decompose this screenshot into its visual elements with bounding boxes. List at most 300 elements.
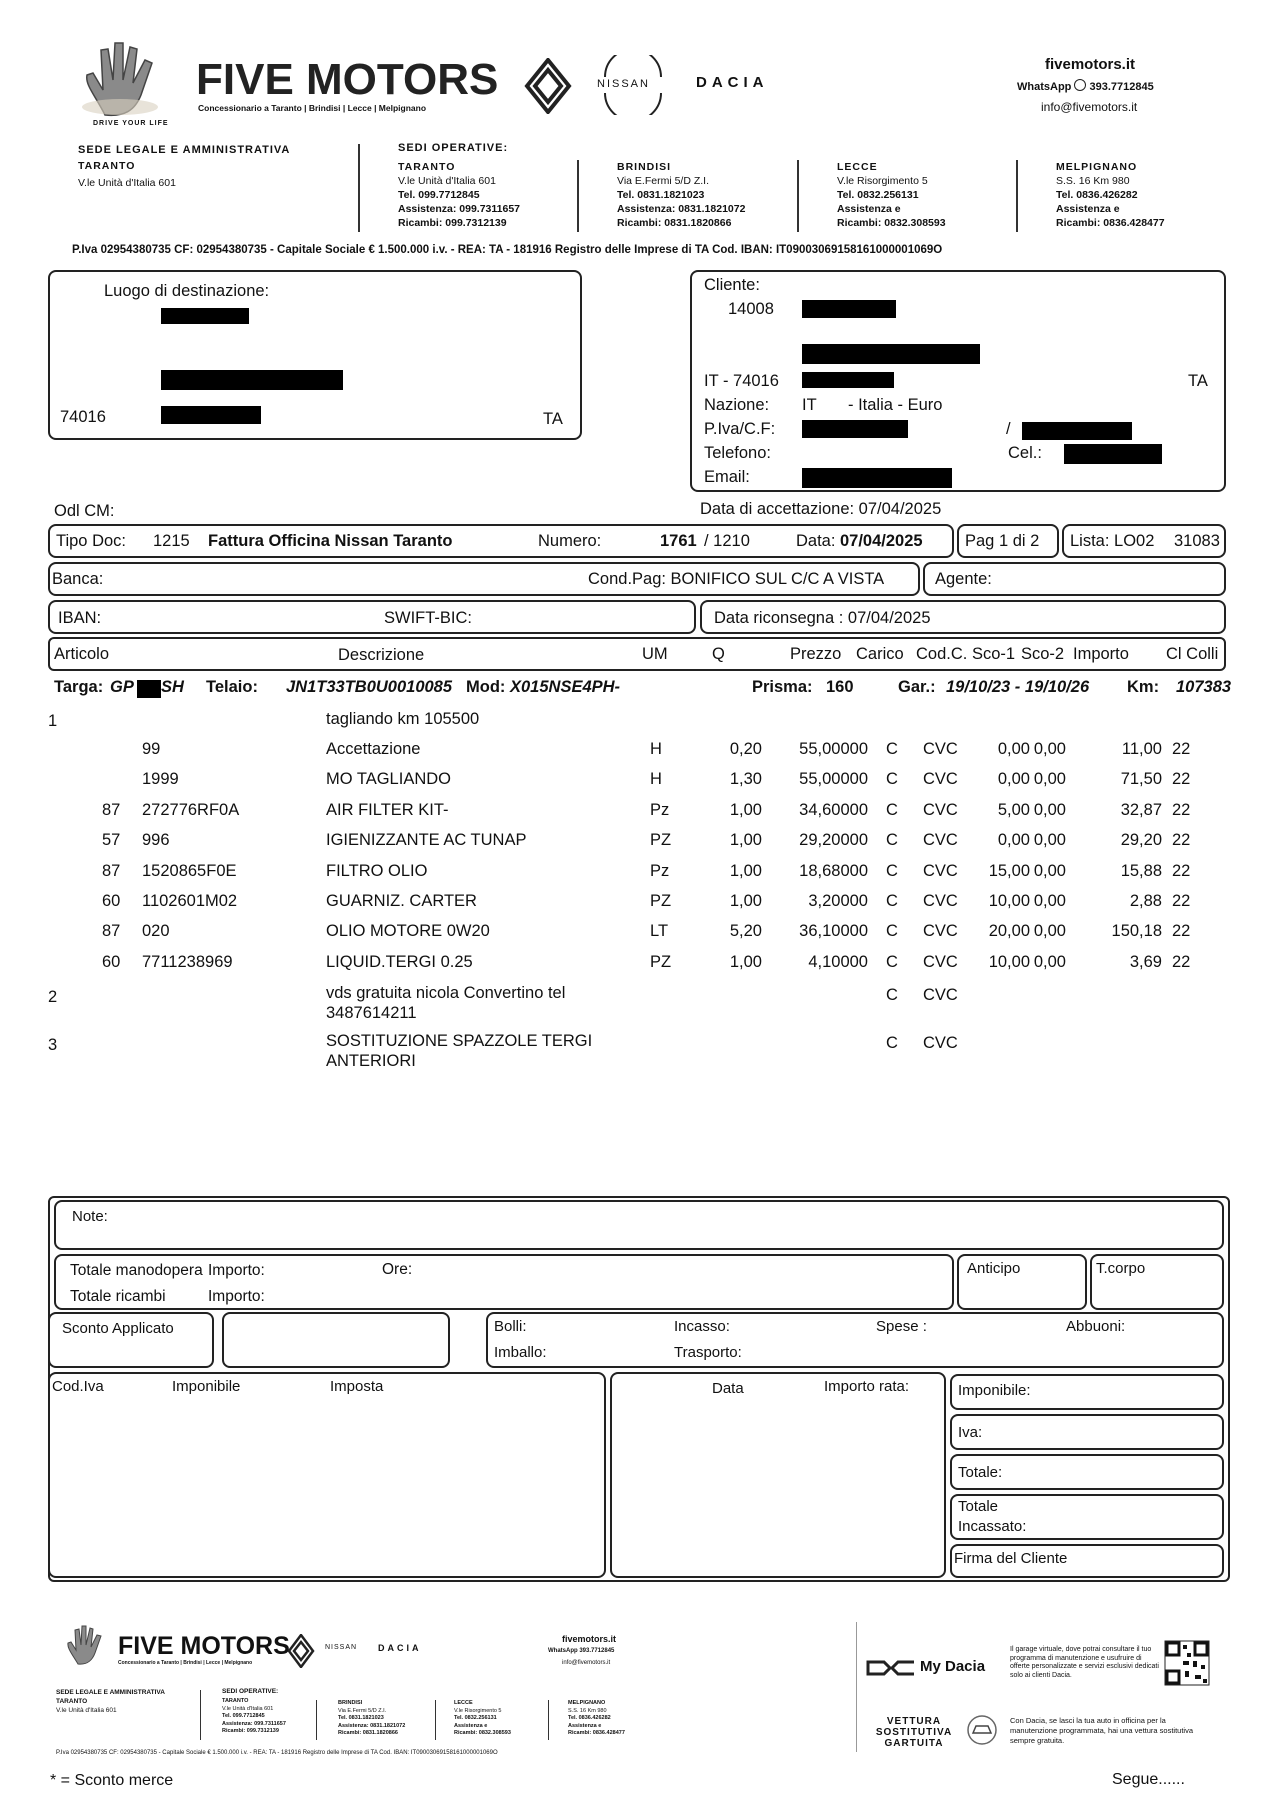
- signature-label: Firma del Cliente: [954, 1550, 1068, 1567]
- group-desc: vds gratuita nicola Convertino tel: [326, 984, 566, 1002]
- row-description: LIQUID.TERGI 0.25: [326, 952, 473, 971]
- row-um: LT: [650, 922, 669, 941]
- legal-address: V.le Unità d'Italia 601: [78, 177, 176, 189]
- redaction: [161, 406, 261, 424]
- col-codc: Cod.C.: [916, 645, 968, 663]
- header-email[interactable]: info@fivemotors.it: [1041, 100, 1138, 114]
- replacement-car-text: Con Dacia, se lasci la tua auto in officina per la manutenzione programmata, hai una vettura sostitutiva sempre gratuita.: [1010, 1716, 1194, 1745]
- installment-date-col: Data: [712, 1380, 744, 1397]
- installments-box: [610, 1372, 946, 1578]
- redaction: [802, 344, 980, 364]
- discount-label: Sconto Applicato: [62, 1320, 174, 1337]
- payment-terms: Cond.Pag: BONIFICO SUL C/C A VISTA: [588, 570, 885, 588]
- footer-office-line: Tel. 099.7712845: [222, 1713, 265, 1719]
- footer-office-line: V.le Unità d'Italia 601: [222, 1705, 274, 1712]
- row-sco2: 0,00: [1033, 892, 1066, 910]
- office-tel: Tel. 0832.256131: [837, 189, 919, 201]
- redaction: [161, 370, 343, 390]
- vat-taxable-col: Imponibile: [172, 1378, 241, 1395]
- brand-title: FIVE MOTORS: [196, 55, 499, 104]
- km: 107383: [1176, 678, 1232, 696]
- office-city: BRINDISI: [617, 161, 672, 173]
- row-carico: C: [886, 952, 898, 971]
- nation-code: IT: [802, 396, 817, 414]
- row-sco2: 0,00: [1033, 770, 1066, 789]
- row-cl: 22: [1172, 952, 1191, 971]
- row-importo: 3,69: [1129, 952, 1162, 971]
- group-desc-2: 3487614211: [326, 1004, 417, 1022]
- vat-code-col: Cod.Iva: [52, 1378, 104, 1395]
- office-tel: Tel. 099.7712845: [398, 189, 480, 201]
- group-number: 3: [48, 1036, 58, 1054]
- row-description: FILTRO OLIO: [326, 861, 428, 880]
- footer-office-line: Ricambi: 0832.308593: [454, 1730, 511, 1736]
- tcorpo-box: [1090, 1254, 1224, 1310]
- car-icon: [966, 1714, 998, 1746]
- row-codc: CVC: [923, 800, 958, 819]
- footer-office-line: Assistenza: 0831.1821072: [338, 1722, 406, 1729]
- group-codc: CVC: [923, 986, 958, 1004]
- doc-type-box: [48, 524, 954, 558]
- col-descrizione: Descrizione: [338, 646, 425, 664]
- row-price: 55,00000: [799, 740, 868, 758]
- importo-label: Importo:: [208, 1262, 265, 1279]
- office-addr: V.le Unità d'Italia 601: [398, 175, 496, 187]
- footer-legal: [56, 1688, 165, 1715]
- number: 1761: [660, 532, 697, 550]
- mydacia-title: My Dacia: [920, 1658, 986, 1675]
- row-price: 34,60000: [799, 800, 868, 819]
- return-date-box: [700, 600, 1226, 634]
- footer-office-line: S.S. 16 Km 980: [568, 1707, 607, 1714]
- footer-office-line: Assistenza e: [454, 1722, 488, 1729]
- footer-office-line: Ricambi: 099.7312139: [222, 1728, 279, 1734]
- footer-ops-title: SEDI OPERATIVE:: [222, 1688, 279, 1695]
- redaction: [802, 372, 894, 388]
- redaction: [161, 308, 249, 324]
- footer-office-line: Ricambi: 0836.428477: [568, 1730, 625, 1736]
- gar-label: Gar.:: [898, 678, 936, 696]
- office-city: TARANTO: [398, 161, 456, 173]
- destination-prov: TA: [543, 410, 563, 428]
- row-codc: CVC: [923, 892, 958, 910]
- client-box: [690, 270, 1226, 492]
- spese-label: Spese :: [876, 1318, 927, 1335]
- discount-value-box: [222, 1312, 450, 1368]
- office-tel: Tel. 0831.1821023: [617, 189, 705, 201]
- legal-city: TARANTO: [78, 160, 136, 172]
- office-ass: Assistenza e: [1056, 203, 1120, 215]
- row-codc: CVC: [923, 922, 958, 941]
- tcorpo-label: T.corpo: [1096, 1260, 1146, 1277]
- notes-label: Note:: [72, 1208, 108, 1225]
- km-label: Km:: [1127, 678, 1160, 696]
- collected-box: [950, 1494, 1224, 1540]
- row-sco1: 10,00: [988, 952, 1030, 971]
- row-cl: 22: [1172, 892, 1191, 910]
- row-cl: 22: [1172, 861, 1191, 880]
- vat-box: [48, 1372, 606, 1578]
- row-importo: 150,18: [1111, 922, 1162, 941]
- tagline: DRIVE YOUR LIFE: [93, 120, 169, 127]
- row-carico: C: [886, 800, 898, 819]
- office-ric: Ricambi: 0832.308593: [837, 217, 946, 229]
- hours-label: Ore:: [382, 1261, 413, 1278]
- col-articolo: Articolo: [54, 645, 110, 663]
- taxable-label: Imponibile:: [958, 1382, 1031, 1399]
- replacement-car-title: VETTURA SOSTITUTIVA GARTUITA: [875, 1716, 953, 1749]
- row-sco1: 0,00: [997, 831, 1030, 850]
- row-sco2: 0,00: [1033, 831, 1066, 850]
- totals-labor-box: [54, 1254, 954, 1310]
- telaio-label: Telaio:: [206, 678, 258, 696]
- footer-office-line: LECCE: [454, 1700, 473, 1706]
- row-cl: 22: [1172, 770, 1191, 789]
- redaction: [1022, 422, 1132, 440]
- nation-label: Nazione:: [704, 396, 770, 414]
- row-article: 1999: [142, 770, 179, 789]
- iva-label: Iva:: [958, 1424, 983, 1441]
- installment-amount-col: Importo rata:: [824, 1378, 910, 1395]
- iva-box: [950, 1414, 1224, 1450]
- ops-title: SEDI OPERATIVE:: [398, 142, 509, 154]
- row-qty: 1,30: [729, 770, 762, 789]
- row-article: 99: [142, 740, 161, 758]
- client-city: IT - 74016: [704, 372, 779, 390]
- group-desc-2: ANTERIORI: [326, 1052, 416, 1070]
- row-qty: 1,00: [729, 831, 762, 850]
- row-cl: 22: [1172, 740, 1191, 758]
- client-code: 14008: [728, 300, 774, 318]
- office-addr: Via E.Fermi 5/D Z.I.: [617, 175, 709, 187]
- office-ass: Assistenza: 0831.1821072: [617, 203, 746, 215]
- row-qty: 1,00: [729, 861, 762, 880]
- redaction: [802, 420, 908, 438]
- redaction: [802, 468, 952, 488]
- agent-label: Agente:: [935, 570, 992, 588]
- row-prefix: 60: [102, 952, 121, 971]
- footer-office-line: Assistenza e: [568, 1722, 602, 1729]
- discount-note: * = Sconto merce: [50, 1772, 174, 1789]
- col-um: UM: [642, 645, 668, 663]
- bank-box: [48, 562, 920, 596]
- footer-office-3: [454, 1700, 511, 1738]
- bolli-label: Bolli:: [494, 1318, 527, 1335]
- return-date: Data riconsegna : 07/04/2025: [714, 609, 931, 627]
- row-importo: 29,20: [1120, 831, 1162, 850]
- footer-nissan: NISSAN: [325, 1644, 358, 1651]
- trasporto-label: Trasporto:: [674, 1344, 742, 1361]
- group-number: 2: [48, 988, 58, 1006]
- row-codc: CVC: [923, 831, 958, 850]
- doc-date: 07/04/2025: [840, 532, 923, 550]
- divider: [577, 160, 579, 232]
- row-sco2: 0,00: [1033, 861, 1066, 880]
- row-description: MO TAGLIANDO: [326, 770, 451, 789]
- notes-box: [54, 1200, 1224, 1250]
- targa-suffix: SH: [161, 678, 184, 696]
- footer-office-1: [222, 1698, 286, 1736]
- row-price: 18,68000: [799, 861, 868, 880]
- mydacia-text: Il garage virtuale, dove potrai consultare il tuo programma di manutenzione e usufruire di offerte personalizzate e servizi esclusivi dedicati solo ai clienti Dacia.: [1010, 1646, 1159, 1679]
- group-codc: CVC: [923, 1034, 958, 1052]
- signature-box[interactable]: [950, 1544, 1224, 1578]
- divider: [548, 1700, 549, 1740]
- office-ric: Ricambi: 0831.1820866: [617, 217, 732, 229]
- prisma: 160: [826, 678, 854, 696]
- renault-logo-icon: [287, 1634, 315, 1668]
- row-prefix: 57: [102, 831, 121, 850]
- odl-label: Odl CM:: [54, 502, 115, 520]
- swift-label: SWIFT-BIC:: [384, 609, 472, 627]
- destination-box: [48, 270, 582, 440]
- legal-line: P.Iva 02954380735 CF: 02954380735 - Capitale Sociale € 1.500.000 i.v. - REA: TA - 181916 Registro delle Imprese di TA Cod. IBAN: IT09003069158161000001069O: [72, 244, 943, 256]
- imballo-label: Imballo:: [494, 1344, 547, 1361]
- iban-box: [48, 600, 696, 634]
- footer-office-line: Tel. 0832.256131: [454, 1715, 497, 1721]
- row-description: Accettazione: [326, 740, 421, 758]
- row-carico: C: [886, 892, 898, 910]
- destination-label: Luogo di destinazione:: [104, 282, 270, 300]
- dacia-wordmark: DACIA: [696, 74, 769, 91]
- office-taranto: [398, 160, 520, 230]
- row-codc: CVC: [923, 861, 958, 880]
- total-labor-label: Totale manodopera: [70, 1262, 203, 1279]
- divider: [856, 1622, 857, 1752]
- row-prefix: 87: [102, 861, 121, 880]
- nissan-wordmark: NISSAN: [597, 78, 650, 90]
- office-city: MELPIGNANO: [1056, 161, 1138, 173]
- total-label: Totale:: [958, 1464, 1003, 1481]
- column-header: [48, 637, 1226, 671]
- footer-office-line: TARANTO: [222, 1698, 249, 1704]
- col-sco1: Sco-1: [972, 645, 1016, 663]
- row-carico: C: [886, 831, 898, 850]
- divider: [358, 144, 360, 232]
- discount-box: [48, 1312, 214, 1368]
- row-um: PZ: [650, 831, 672, 850]
- importo-label: Importo:: [208, 1288, 265, 1305]
- office-ric: Ricambi: 099.7312139: [398, 217, 507, 229]
- footer-dacia: DACIA: [378, 1643, 422, 1653]
- row-sco1: 20,00: [988, 922, 1030, 941]
- row-article: 7711238969: [142, 952, 233, 971]
- row-description: AIR FILTER KIT-: [326, 800, 449, 819]
- divider: [435, 1700, 436, 1740]
- anticipo-label: Anticipo: [967, 1260, 1021, 1277]
- row-sco1: 0,00: [997, 740, 1030, 758]
- footer-legal-line: P.Iva 02954380735 CF: 02954380735 - Capitale Sociale € 1.500.000 i.v. - REA: TA - 181916 Registro delle Imprese di TA Cod. IBAN: IT09003069158161000001069O: [56, 1750, 498, 1756]
- divider: [1016, 160, 1018, 232]
- row-um: Pz: [650, 861, 670, 880]
- footer-legal-city: TARANTO: [56, 1698, 88, 1705]
- footer-office-4: [568, 1700, 625, 1738]
- office-lecce: [837, 160, 946, 230]
- row-carico: C: [886, 922, 898, 941]
- row-description: OLIO MOTORE 0W20: [326, 922, 490, 941]
- group-carico: C: [886, 1034, 898, 1052]
- number-suffix: / 1210: [704, 532, 750, 550]
- office-addr: S.S. 16 Km 980: [1056, 175, 1130, 187]
- divider: [797, 160, 799, 232]
- whatsapp: [1017, 79, 1154, 93]
- email-label: Email:: [704, 468, 750, 486]
- col-cl-colli: Cl Colli: [1166, 645, 1219, 663]
- footer-office-line: Tel. 0836.426282: [568, 1715, 611, 1721]
- row-qty: 1,00: [729, 892, 762, 910]
- piva-label: P.Iva/C.F:: [704, 420, 776, 438]
- group-desc: SOSTITUZIONE SPAZZOLE TERGI: [326, 1032, 593, 1050]
- website[interactable]: fivemotors.it: [1045, 56, 1136, 73]
- office-ric: Ricambi: 0836.428477: [1056, 217, 1165, 229]
- iban-label: IBAN:: [58, 609, 102, 627]
- whatsapp-label: WhatsApp: [1017, 81, 1072, 93]
- page-indicator: Pag 1 di 2: [965, 532, 1040, 550]
- row-um: Pz: [650, 800, 670, 819]
- acceptance-date: Data di accettazione: 07/04/2025: [700, 500, 942, 518]
- row-um: H: [650, 770, 662, 789]
- brand-subtitle: Concessionario a Taranto | Brindisi | Lecce | Melpignano: [198, 103, 427, 113]
- row-importo: 71,50: [1120, 770, 1162, 789]
- col-q: Q: [712, 645, 725, 663]
- row-importo: 32,87: [1120, 800, 1162, 819]
- hand-logo-icon: [75, 35, 175, 120]
- row-description: GUARNIZ. CARTER: [326, 892, 477, 910]
- footer-office-line: Ricambi: 0831.1820866: [338, 1730, 398, 1736]
- dacia-emblem-icon: [866, 1660, 916, 1676]
- row-sco2: 0,00: [1033, 922, 1066, 941]
- row-codc: CVC: [923, 952, 958, 971]
- row-sco2: 0,00: [1033, 952, 1066, 971]
- row-sco1: 15,00: [988, 861, 1030, 880]
- lista-label: Lista: LO02: [1070, 532, 1155, 550]
- bank-label: Banca:: [52, 570, 104, 588]
- group-desc: tagliando km 105500: [326, 710, 480, 728]
- row-article: 1520865F0E: [142, 861, 237, 880]
- row-qty: 0,20: [729, 740, 762, 758]
- row-cl: 22: [1172, 922, 1191, 941]
- row-carico: C: [886, 861, 898, 880]
- redaction: [802, 300, 896, 318]
- row-price: 36,10000: [799, 922, 868, 941]
- footer-mail: info@fivemotors.it: [562, 1660, 611, 1666]
- mod-label: Mod:: [466, 678, 506, 696]
- targa-label: Targa:: [54, 678, 104, 696]
- doc-type-name: Fattura Officina Nissan Taranto: [208, 532, 453, 550]
- footer-whatsapp: WhatsApp 393.7712845: [548, 1648, 615, 1654]
- col-importo: Importo: [1073, 645, 1129, 663]
- row-sco2: 0,00: [1033, 800, 1066, 819]
- lista-box: [1062, 524, 1226, 558]
- row-codc: CVC: [923, 770, 958, 789]
- col-sco2: Sco-2: [1021, 645, 1065, 663]
- footer-brand-sub: Concessionario a Taranto | Brindisi | Lecce | Melpignano: [118, 1660, 253, 1666]
- abbuoni-label: Abbuoni:: [1066, 1318, 1126, 1335]
- row-price: 3,20000: [808, 892, 868, 910]
- row-article: 272776RF0A: [142, 800, 240, 819]
- row-article: 996: [142, 831, 170, 850]
- row-sco1: 0,00: [997, 770, 1030, 789]
- divider: [316, 1700, 317, 1740]
- footer-office-line: Tel. 0831.1821023: [338, 1715, 384, 1721]
- incasso-label: Incasso:: [674, 1318, 730, 1335]
- row-price: 55,00000: [799, 770, 868, 789]
- office-ass: Assistenza e: [837, 203, 901, 215]
- footer-office-line: V.le Risorgimento 5: [454, 1707, 502, 1714]
- vat-tax-col: Imposta: [330, 1378, 384, 1395]
- footer-office-line: Via E.Fermi 5/D Z.I.: [338, 1707, 387, 1714]
- row-prefix: 87: [102, 922, 121, 941]
- whatsapp-number: 393.7712845: [1089, 81, 1154, 93]
- row-article: 1102601M02: [142, 892, 238, 910]
- qr-code-icon[interactable]: [1164, 1640, 1210, 1686]
- row-qty: 1,00: [729, 952, 762, 971]
- office-tel: Tel. 0836.426282: [1056, 189, 1138, 201]
- row-importo: 11,00: [1121, 740, 1162, 758]
- footer-legal-addr: V.le Unità d'Italia 601: [56, 1707, 117, 1714]
- total-box: [950, 1454, 1224, 1490]
- footer-site: fivemotors.it: [562, 1634, 617, 1644]
- date-label: Data:: [796, 532, 836, 550]
- mod: X015NSE4PH-: [510, 678, 621, 696]
- row-article: 020: [142, 922, 170, 941]
- collected-label-1: Totale: [958, 1498, 999, 1515]
- phone-label: Telefono:: [704, 444, 771, 462]
- agent-box: [923, 562, 1226, 596]
- targa-prefix: GP: [110, 678, 134, 696]
- continues-label: Segue......: [1112, 1771, 1185, 1788]
- row-qty: 5,20: [729, 922, 762, 941]
- cell-label: Cel.:: [1008, 444, 1042, 462]
- row-um: H: [650, 740, 662, 758]
- doc-type-label: Tipo Doc:: [56, 532, 126, 550]
- row-importo: 15,88: [1120, 861, 1162, 880]
- col-carico: Carico: [856, 645, 904, 663]
- row-carico: C: [886, 740, 898, 758]
- office-city: LECCE: [837, 161, 878, 173]
- row-price: 4,10000: [808, 952, 868, 971]
- piva-slash: /: [1006, 420, 1011, 438]
- office-ass: Assistenza: 099.7311657: [398, 203, 521, 215]
- taxable-box: [950, 1374, 1224, 1410]
- row-description: IGIENIZZANTE AC TUNAP: [326, 831, 527, 850]
- total-parts-label: Totale ricambi: [70, 1288, 166, 1305]
- collected-label-2: Incassato:: [958, 1518, 1027, 1535]
- row-price: 29,20000: [799, 831, 868, 850]
- row-sco1: 10,00: [988, 892, 1030, 910]
- lista-number: 31083: [1174, 532, 1220, 550]
- group-carico: C: [886, 986, 898, 1004]
- footer-office-line: MELPIGNANO: [568, 1700, 606, 1706]
- group-number: 1: [48, 712, 58, 730]
- gar-period: 19/10/23 - 19/10/26: [946, 678, 1090, 696]
- row-um: PZ: [650, 952, 672, 971]
- redaction: [137, 680, 161, 698]
- row-prefix: 87: [102, 800, 121, 819]
- destination-cap: 74016: [60, 408, 106, 426]
- row-sco1: 5,00: [997, 800, 1030, 819]
- telaio: JN1T33TB0U0010085: [286, 678, 453, 696]
- col-prezzo: Prezzo: [790, 645, 842, 663]
- office-addr: V.le Risorgimento 5: [837, 175, 928, 187]
- row-um: PZ: [650, 892, 672, 910]
- hand-logo-icon: [62, 1622, 114, 1668]
- client-label: Cliente:: [704, 276, 760, 294]
- row-cl: 22: [1172, 831, 1191, 850]
- row-cl: 22: [1172, 800, 1191, 819]
- page-box: [957, 524, 1059, 558]
- nation-name: - Italia - Euro: [848, 396, 943, 414]
